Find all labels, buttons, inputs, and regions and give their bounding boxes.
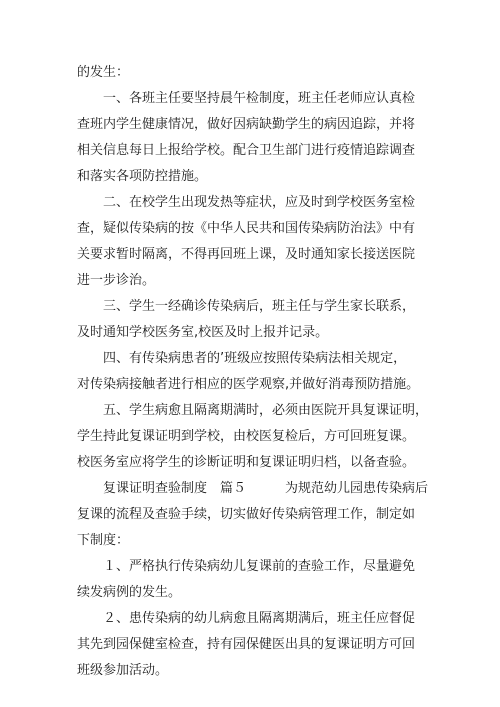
text-line: ２、患传染病的幼儿病愈且隔离期满后，班主任应督促 [77, 611, 416, 626]
text-line: 和落实各项防控措施。 [77, 169, 208, 184]
text-line: 学生持此复课证明到学校，由校医复检后，方可回班复课。 [77, 429, 416, 444]
text-line: 及时通知学校医务室,校医及时上报并记录。 [77, 325, 329, 340]
text-line: 四、有传染病患者的’班级应按照传染病法相关规定， [77, 351, 407, 366]
text-line: 其先到园保健室检查，持有园保健医出具的复课证明方可回 [77, 637, 416, 652]
text-line: 二、在校学生出现发热等症状，应及时到学校医务室检 [77, 195, 416, 210]
text-line: １、严格执行传染病幼儿复课前的查验工作，尽量避免 [77, 559, 416, 574]
text-line: 相关信息每日上报给学校。配合卫生部门进行疫情追踪调查 [77, 143, 416, 158]
text-line: 续发病例的发生。 [77, 585, 182, 600]
text-line: 查，疑似传染病的按《中华人民共和国传染病防治法》中有 [77, 221, 416, 236]
text-line: 三、学生一经确诊传染病后，班主任与学生家长联系， [77, 299, 416, 314]
text-line: 下制度： [77, 533, 130, 548]
text-line: 查班内学生健康情况，做好因病缺勤学生的病因追踪，并将 [77, 117, 416, 132]
text-line: 的发生： [77, 65, 130, 80]
text-line: 进一步诊治。 [77, 273, 156, 288]
text-line: 班级参加活动。 [77, 663, 169, 678]
text-line: 一、各班主任要坚持晨午检制度，班主任老师应认真检 [77, 91, 416, 106]
text-line: 复课的流程及查验手续，切实做好传染病管理工作，制定如 [77, 507, 416, 522]
text-line: 校医务室应将学生的诊断证明和复课证明归档，以备查验。 [77, 455, 416, 470]
text-line: 复课证明查验制度 篇５ 为规范幼儿园患传染病后 [77, 481, 429, 496]
text-line: 关要求暂时隔离，不得再回班上课，及时通知家长接送医院 [77, 247, 416, 262]
text-line: 对传染病接触者进行相应的医学观察,并做好消毒预防措施。 [77, 377, 420, 392]
text-line: 五、学生病愈且隔离期满时，必须由医院开具复课证明， [77, 403, 429, 418]
